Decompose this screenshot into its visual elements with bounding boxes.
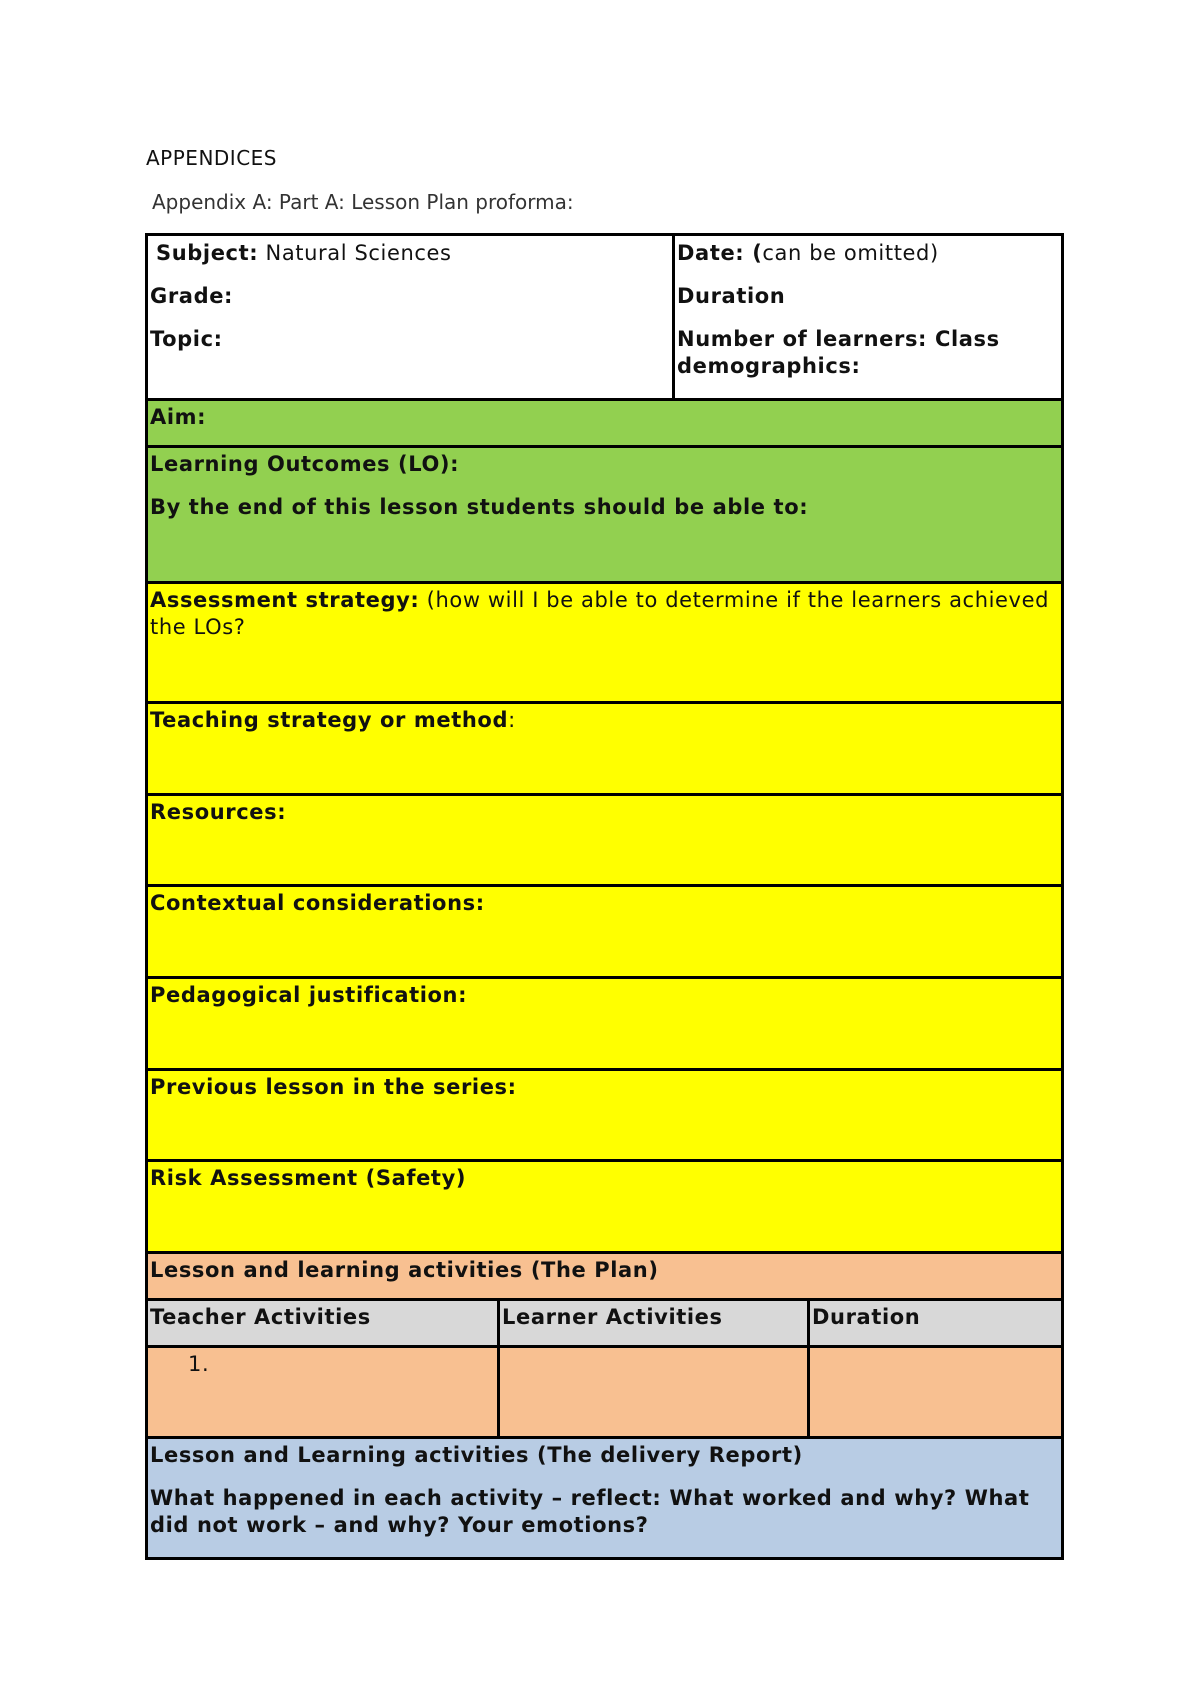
- previous-label: Previous lesson in the series:: [150, 1075, 517, 1099]
- subject-label: Subject:: [156, 241, 259, 265]
- date-label: Date: (: [677, 241, 763, 265]
- previous-cell[interactable]: [147, 1070, 1063, 1161]
- learner-activities-header: [499, 1300, 809, 1347]
- plan-title: Lesson and learning activities (The Plan): [150, 1258, 659, 1282]
- plan-title-row: [147, 1253, 1063, 1300]
- teacher-activities-cell[interactable]: [147, 1347, 499, 1438]
- outcomes-label: Learning Outcomes (LO):: [150, 452, 460, 476]
- assessment-cell[interactable]: [147, 583, 1063, 703]
- risk-label: Risk Assessment (Safety): [150, 1166, 467, 1190]
- report-prompt: What happened in each activity – reflect: What worked and why? What did not work – and why? Your emotions?: [150, 1486, 1030, 1537]
- duration-cell[interactable]: [809, 1347, 1063, 1438]
- pedagogical-cell[interactable]: [147, 978, 1063, 1070]
- risk-row: [147, 1161, 1063, 1253]
- plan-entry-row: [147, 1347, 1063, 1438]
- assessment-label: Assessment strategy:: [150, 588, 420, 612]
- resources-cell[interactable]: [147, 795, 1063, 886]
- previous-row: [147, 1070, 1063, 1161]
- learners-label: Number of learners: Class demographics:: [677, 327, 1000, 378]
- aim-row: [147, 400, 1063, 447]
- plan-columns-row: [147, 1300, 1063, 1347]
- teaching-colon: :: [508, 708, 516, 732]
- aim-cell[interactable]: [147, 400, 1063, 447]
- teaching-row: [147, 703, 1063, 795]
- header-row: [147, 235, 1063, 400]
- contextual-cell[interactable]: [147, 886, 1063, 978]
- duration-column-label: Duration: [812, 1305, 921, 1329]
- duration-label: Duration: [677, 284, 786, 308]
- outcomes-cell[interactable]: [147, 447, 1063, 583]
- assessment-row: [147, 583, 1063, 703]
- aim-label: Aim:: [150, 405, 207, 429]
- learner-activities-cell[interactable]: [499, 1347, 809, 1438]
- grade-label: Grade:: [150, 284, 234, 308]
- teacher-activities-header: [147, 1300, 499, 1347]
- pedagogical-label: Pedagogical justification:: [150, 983, 468, 1007]
- assessment-hint: (how will I be able to determine if the learners achieved the LOs?: [150, 588, 1050, 639]
- teacher-activities-label: Teacher Activities: [150, 1305, 371, 1329]
- duration-header: [809, 1300, 1063, 1347]
- risk-cell[interactable]: [147, 1161, 1063, 1253]
- report-row: [147, 1438, 1063, 1559]
- document-heading: APPENDICES: [146, 146, 277, 170]
- subject-value: Natural Sciences: [265, 241, 452, 265]
- subject-cell[interactable]: [147, 235, 674, 400]
- lesson-plan-table: [145, 233, 1064, 1560]
- outcomes-row: [147, 447, 1063, 583]
- date-cell[interactable]: [674, 235, 1063, 400]
- topic-label: Topic:: [150, 327, 223, 351]
- outcomes-prompt: By the end of this lesson students should be able to:: [150, 495, 809, 519]
- resources-label: Resources:: [150, 800, 287, 824]
- list-item-number: 1.: [188, 1352, 210, 1376]
- report-cell[interactable]: [147, 1438, 1063, 1559]
- resources-row: [147, 795, 1063, 886]
- document-subheading: Appendix A: Part A: Lesson Plan proforma:: [152, 190, 574, 214]
- teaching-label: Teaching strategy or method: [150, 708, 509, 732]
- learner-activities-label: Learner Activities: [502, 1305, 723, 1329]
- pedagogical-row: [147, 978, 1063, 1070]
- plan-title-cell: [147, 1253, 1063, 1300]
- contextual-row: [147, 886, 1063, 978]
- date-value: can be omitted): [762, 241, 939, 265]
- contextual-label: Contextual considerations:: [150, 891, 485, 915]
- report-title: Lesson and Learning activities (The delivery Report): [150, 1443, 803, 1467]
- teaching-cell[interactable]: [147, 703, 1063, 795]
